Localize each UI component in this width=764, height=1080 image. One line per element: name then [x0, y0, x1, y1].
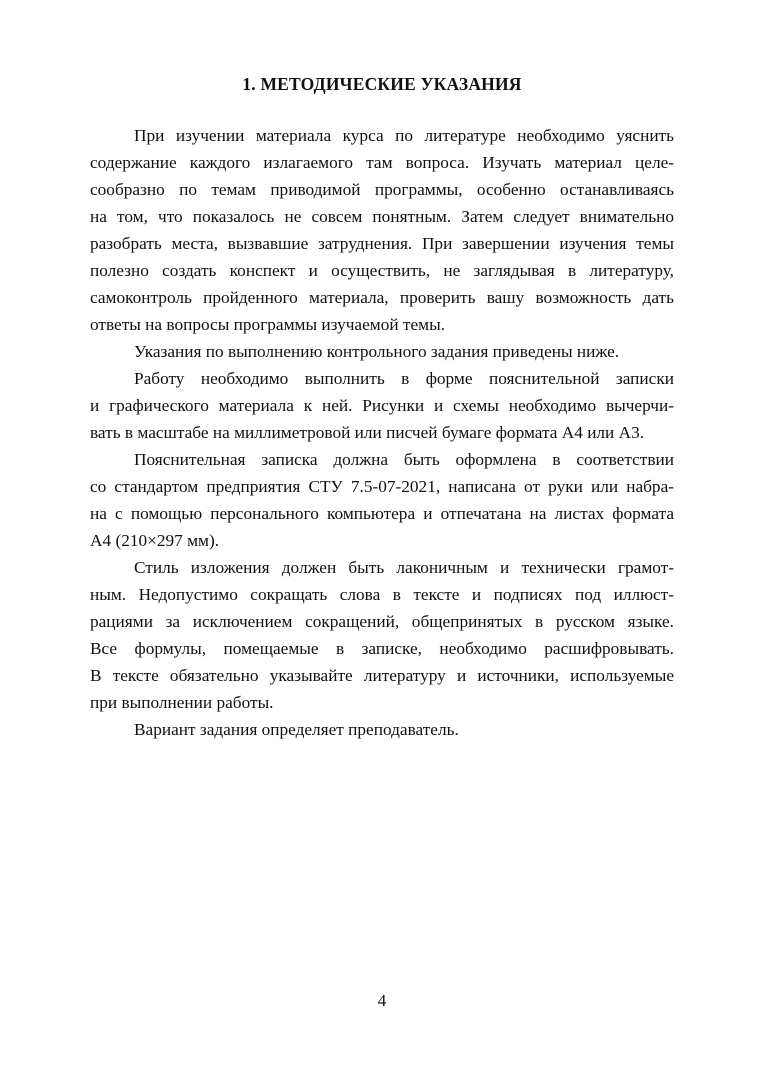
paragraph-3-line-2: и графического материала к ней. Рисунки и схемы необходимо вычерчи- — [90, 396, 674, 415]
paragraph-1-line-4: на том, что показалось не совсем понятным. Затем следует внимательно — [90, 207, 674, 226]
paragraph-5-line-2: ным. Недопустимо сокращать слова в тексте и подписях под иллюст- — [90, 585, 674, 604]
paragraph-5-line-3: рациями за исключением сокращений, общепринятых в русском языке. — [90, 612, 674, 631]
paragraph-5-line-5: В тексте обязательно указывайте литературу и источники, используемые — [90, 666, 674, 685]
paragraph-1-line-2: содержание каждого излагаемого там вопроса. Изучать материал целе- — [90, 153, 674, 172]
paragraph-4-line-4: А4 (210×297 мм). — [90, 531, 220, 550]
paragraph-2-line-1: Указания по выполнению контрольного задания приведены ниже. — [134, 342, 620, 361]
paragraph-1-line-1: При изучении материала курса по литературе необходимо уяснить — [134, 126, 674, 145]
page-number: 4 — [377, 991, 387, 1010]
paragraph-4-line-3: на с помощью персонального компьютера и отпечатана на листах формата — [90, 504, 674, 523]
paragraph-5-line-1: Стиль изложения должен быть лаконичным и технически грамот- — [134, 558, 674, 577]
paragraph-3-line-3: вать в масштабе на миллиметровой или писчей бумаге формата А4 или А3. — [90, 423, 645, 442]
paragraph-1-line-7: самоконтроль пройденного материала, проверить вашу возможность дать — [90, 288, 674, 307]
paragraph-1-line-8: ответы на вопросы программы изучаемой темы. — [90, 315, 446, 334]
paragraph-5-line-4: Все формулы, помещаемые в записке, необходимо расшифровывать. — [90, 639, 674, 658]
paragraph-1-line-5: разобрать места, вызвавшие затруднения. При завершении изучения темы — [90, 234, 674, 253]
paragraph-4-line-1: Пояснительная записка должна быть оформлена в соответствии — [134, 450, 674, 469]
paragraph-4-line-2: со стандартом предприятия СТУ 7.5-07-2021, написана от руки или набра- — [90, 477, 674, 496]
paragraph-6-line-1: Вариант задания определяет преподаватель. — [134, 720, 459, 739]
section-heading: 1. МЕТОДИЧЕСКИЕ УКАЗАНИЯ — [242, 74, 522, 94]
paragraph-3-line-1: Работу необходимо выполнить в форме пояснительной записки — [134, 369, 674, 388]
paragraph-5-line-6: при выполнении работы. — [90, 693, 274, 712]
paragraph-1-line-6: полезно создать конспект и осуществить, не заглядывая в литературу, — [90, 261, 674, 280]
paragraph-1-line-3: сообразно по темам приводимой программы, особенно останавливаясь — [90, 180, 674, 199]
